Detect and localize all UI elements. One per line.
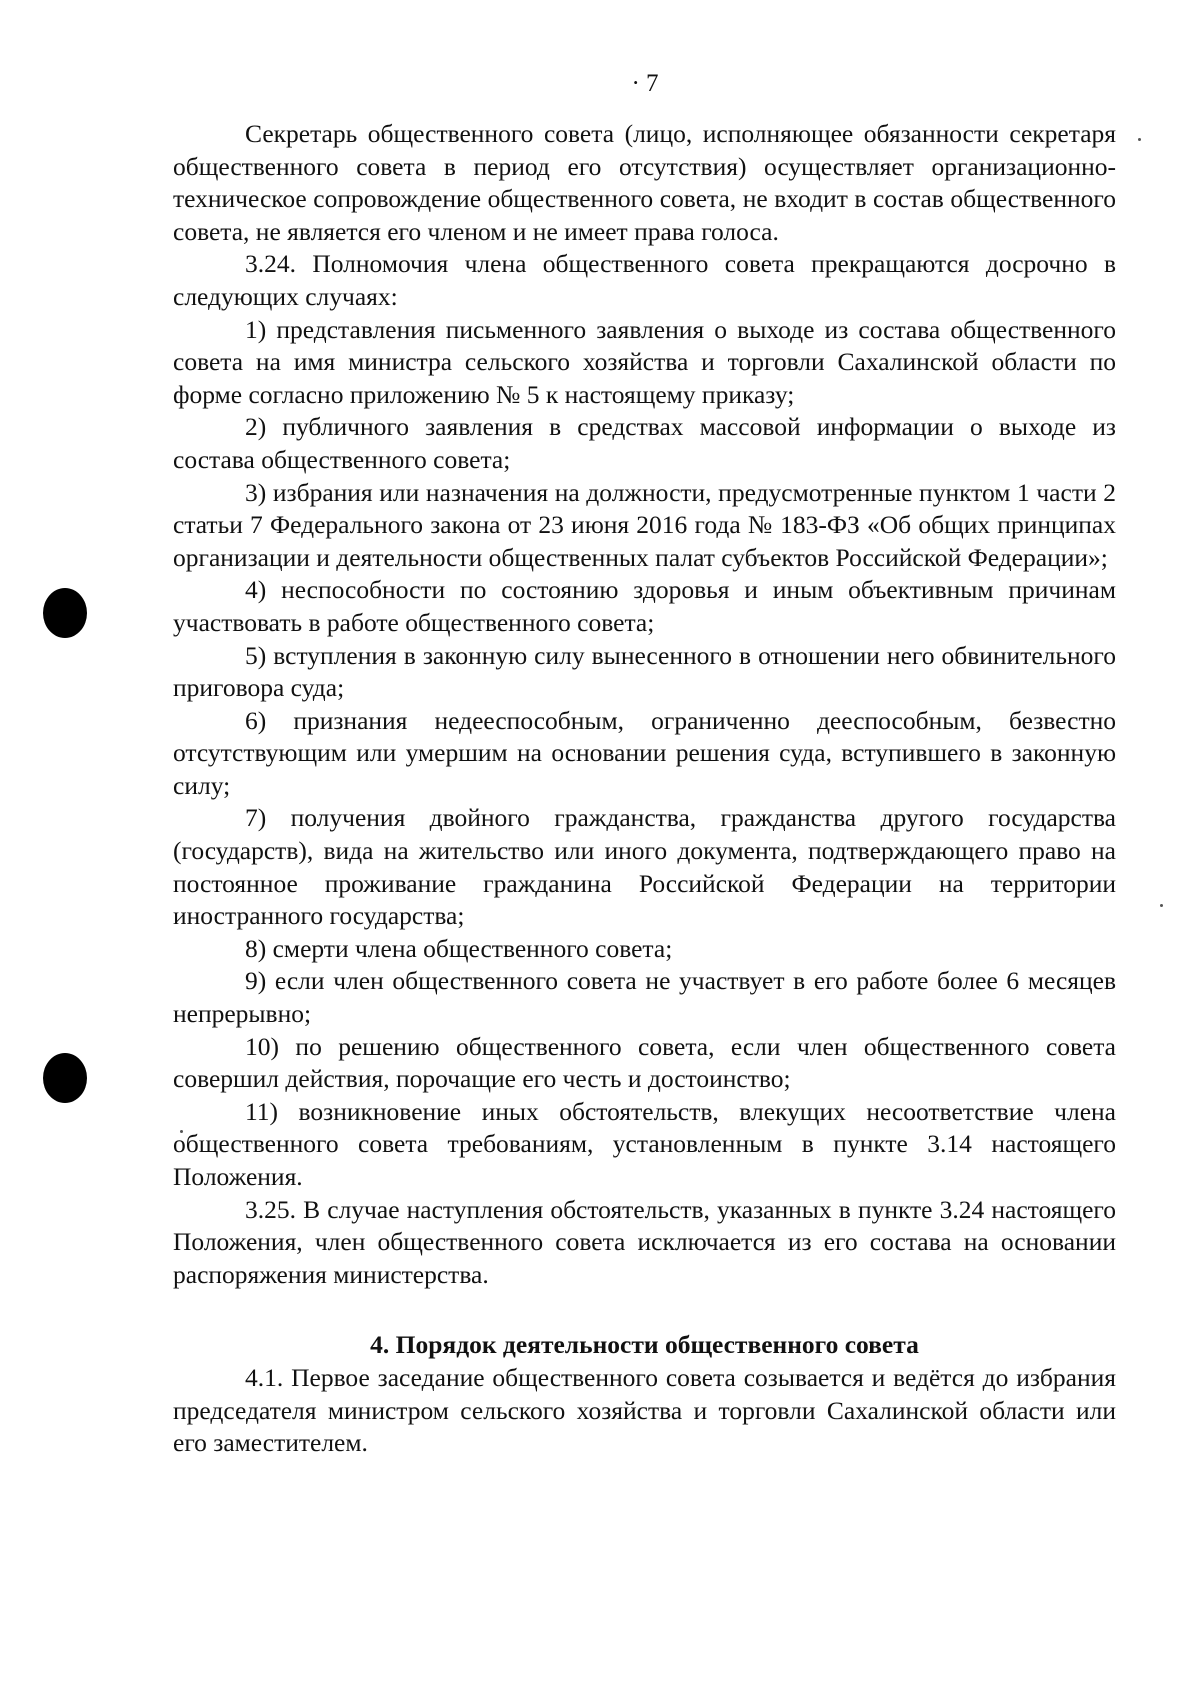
list-item-2: 2) публичного заявления в средствах массовой информации о выходе из состава общественного совета; bbox=[173, 412, 1116, 474]
scan-speck bbox=[1138, 138, 1141, 141]
paragraph-3-25: 3.25. В случае наступления обстоятельств, указанных в пункте 3.24 настоящего Положения, член общественного совета исключается из его состава на основании распоряжения министерства. bbox=[173, 1194, 1116, 1289]
list-item-6: 6) признания недееспособным, ограниченно дееспособным, безвестно отсутствующим или умершим на основании решения суда, вступившего в законную силу; bbox=[173, 705, 1116, 800]
list-item-11: 11) возникновение иных обстоятельств, влекущих несоответствие члена общественного совета требованиям, установленным в пункте 3.14 настоящего Положения. bbox=[173, 1096, 1116, 1191]
punch-hole-upper bbox=[43, 588, 87, 638]
list-item-4: 4) неспособности по состоянию здоровья и иным объективным причинам участвовать в работе общественного совета; bbox=[173, 575, 1116, 637]
punch-hole-lower bbox=[43, 1053, 87, 1103]
list-item-10: 10) по решению общественного совета, если член общественного совета совершил действия, порочащие его честь и достоинство; bbox=[173, 1031, 1116, 1094]
list-item-9: 9) если член общественного совета не участвует в его работе более 6 месяцев непрерывно; bbox=[173, 966, 1116, 1029]
document-body bbox=[173, 118, 1116, 1460]
paragraph-3-24: 3.24. Полномочия члена общественного совета прекращаются досрочно в следующих случаях: bbox=[173, 249, 1116, 311]
paragraph-secretary: Секретарь общественного совета (лицо, исполняющее обязанности секретаря общественного совета в период его отсутствия) осуществляет организационно-техническое сопровождение общественного совета, не входит в состав общественного совета, не является его членом и не имеет права голоса. bbox=[173, 119, 1116, 246]
section-heading: 4. Порядок деятельности общественного совета bbox=[370, 1330, 919, 1360]
paragraph-4-1: 4.1. Первое заседание общественного совета созывается и ведётся до избрания председателя министром сельского хозяйства и торговли Сахалинской области или его заместителем. bbox=[173, 1362, 1116, 1458]
scan-speck bbox=[1160, 904, 1163, 907]
page-number: · 7 bbox=[631, 70, 659, 97]
list-item-7: 7) получения двойного гражданства, гражданства другого государства (государств), вида на жительство или иного документа, подтверждающего право на постоянное проживание гражданина Российской Федерации на территории иностранного государства; bbox=[173, 803, 1116, 931]
list-item-5: 5) вступления в законную силу вынесенного в отношении него обвинительного приговора суда; bbox=[173, 640, 1116, 703]
list-item-1: 1) представления письменного заявления о выходе из состава общественного совета на имя министра сельского хозяйства и торговли Сахалинской области по форме согласно приложению № 5 к настоящему приказу; bbox=[173, 314, 1116, 409]
list-item-3: 3) избрания или назначения на должности, предусмотренные пунктом 1 части 2 статьи 7 Федерального закона от 23 июня 2016 года № 183-ФЗ «Об общих принципах организации и деятельности общественных палат субъектов Российской Федерации»; bbox=[173, 477, 1116, 572]
list-item-8: 8) смерти члена общественного совета; bbox=[245, 933, 673, 963]
